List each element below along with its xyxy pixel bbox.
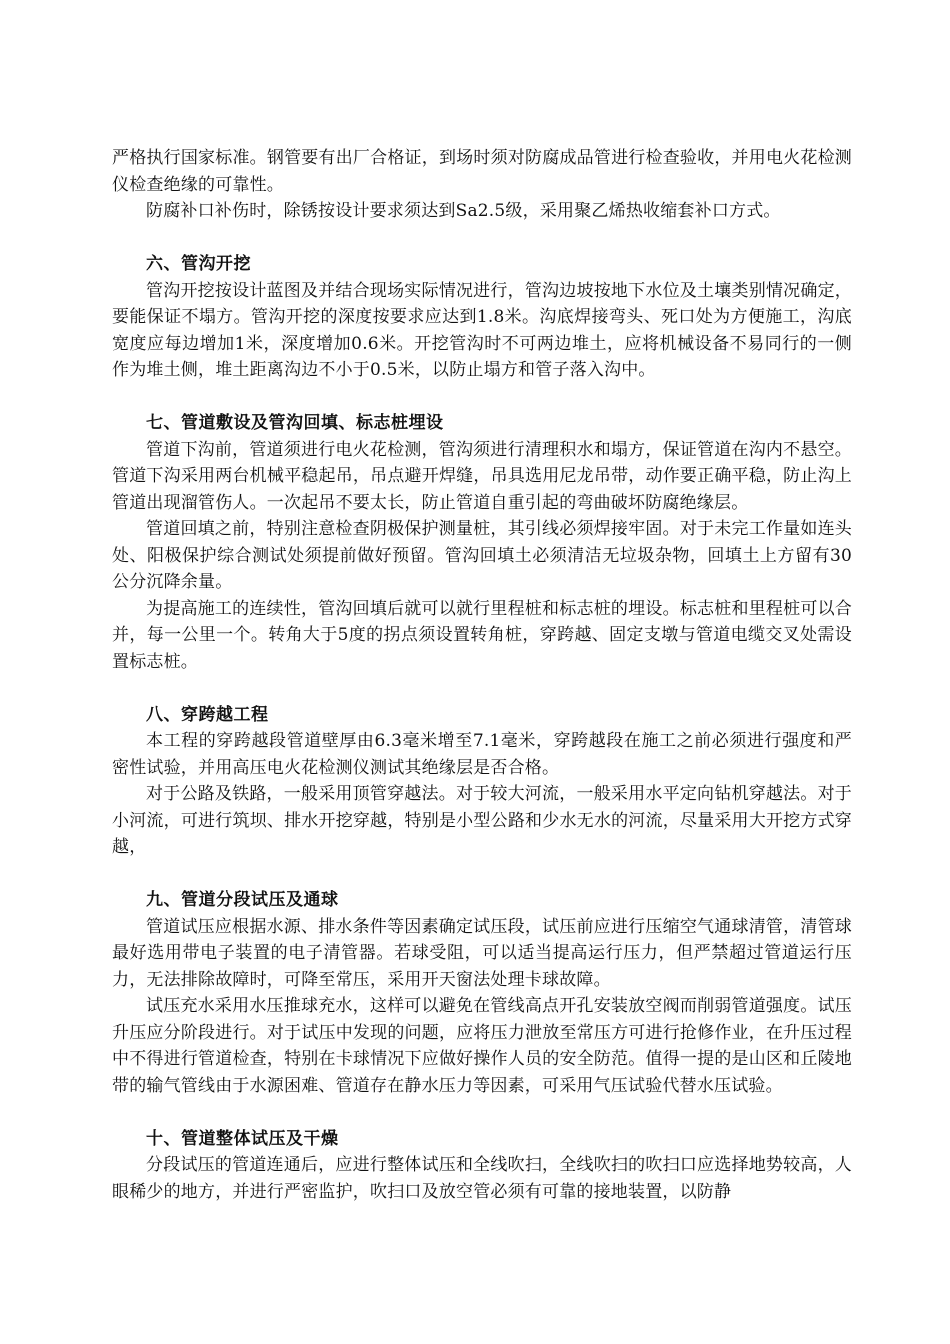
intro-paragraph: 防腐补口补伤时，除锈按设计要求须达到Sa2.5级，采用聚乙烯热收缩套补口方式。 [146, 201, 781, 221]
section-segment-pressure-test [112, 887, 852, 1099]
body-paragraph: 管沟开挖按设计蓝图及并结合现场实际情况进行，管沟边坡按地下水位及土壤类别情况确定，要能保证不塌方。管沟开挖的深度按要求应达到1.8米。沟底焊接弯头、死口处为方便施工，沟底宽度应每边增加1米，深度增加0.6米。开挖管沟时不可两边堆土，应将机械设备不易同行的一侧作为堆土侧，堆土距离沟边不小于0.5米，以防止塌方和管子落入沟中。 [112, 280, 852, 380]
section-overall-pressure-test [112, 1126, 852, 1206]
section-heading: 六、管沟开挖 [146, 254, 251, 274]
body-paragraph: 分段试压的管道连通后，应进行整体试压和全线吹扫，全线吹扫的吹扫口应选择地势较高，人眼稀少的地方，并进行严密监护，吹扫口及放空管必须有可靠的接地装置，以防静 [112, 1155, 852, 1202]
section-heading: 八、穿跨越工程 [146, 704, 269, 725]
section-pipe-laying [112, 410, 852, 675]
section-crossing-works [112, 702, 852, 861]
intro-paragraph: 严格执行国家标准。钢管要有出厂合格证，到场时须对防腐成品管进行检查验收，并用电火花检测仪检查绝缘的可靠性。 [112, 148, 852, 195]
section-heading: 七、管道敷设及管沟回填、标志桩埋设 [146, 413, 444, 433]
body-paragraph: 管道下沟前，管道须进行电火花检测，管沟须进行清理积水和塌方，保证管道在沟内不悬空。管道下沟采用两台机械平稳起吊，吊点避开焊缝，吊具选用尼龙吊带，动作要正确平稳，防止沟上管道出现溜管伤人。一次起吊不要太长，防止管道自重引起的弯曲破坏防腐绝缘层。 [112, 439, 852, 513]
document-page [112, 145, 852, 1205]
section-heading: 九、管道分段试压及通球 [146, 890, 339, 910]
section-trench-excavation [112, 251, 852, 384]
body-paragraph: 为提高施工的连续性，管沟回填后就可以就行里程桩和标志桩的埋设。标志桩和里程桩可以合并，每一公里一个。转角大于5度的拐点须设置转角桩，穿跨越、固定支墩与管道电缆交叉处需设置标志桩。 [112, 598, 852, 672]
body-paragraph: 管道试压应根据水源、排水条件等因素确定试压段，试压前应进行压缩空气通球清管，清管球最好选用带电子装置的电子清管器。若球受阻，可以适当提高运行压力，但严禁超过管道运行压力，无法排除故障时，可降至常压，采用开天窗法处理卡球故障。 [112, 916, 852, 990]
section-heading: 十、管道整体试压及干燥 [146, 1128, 339, 1149]
body-paragraph: 本工程的穿跨越段管道壁厚由6.3毫米增至7.1毫米，穿跨越段在施工之前必须进行强度和严密性试验，并用高压电火花检测仪测试其绝缘层是否合格。 [112, 731, 852, 778]
body-paragraph: 对于公路及铁路，一般采用顶管穿越法。对于较大河流，一般采用水平定向钻机穿越法。对于小河流，可进行筑坝、排水开挖穿越，特别是小型公路和少水无水的河流，尽量采用大开挖方式穿越， [112, 784, 852, 857]
body-paragraph: 管道回填之前，特别注意检查阴极保护测量桩，其引线必须焊接牢固。对于未完工作量如连头处、阳极保护综合测试处须提前做好预留。管沟回填土必须清洁无垃圾杂物，回填土上方留有30公分沉降余量。 [112, 519, 852, 592]
body-paragraph: 试压充水采用水压推球充水，这样可以避免在管线高点开孔安装放空阀而削弱管道强度。试压升压应分阶段进行。对于试压中发现的问题，应将压力泄放至常压方可进行抢修作业，在升压过程中不得进行管道检查，特别在卡球情况下应做好操作人员的安全防范。值得一提的是山区和丘陵地带的输气管线由于水源困难、管道存在静水压力等因素，可采用气压试验代替水压试验。 [112, 996, 852, 1096]
